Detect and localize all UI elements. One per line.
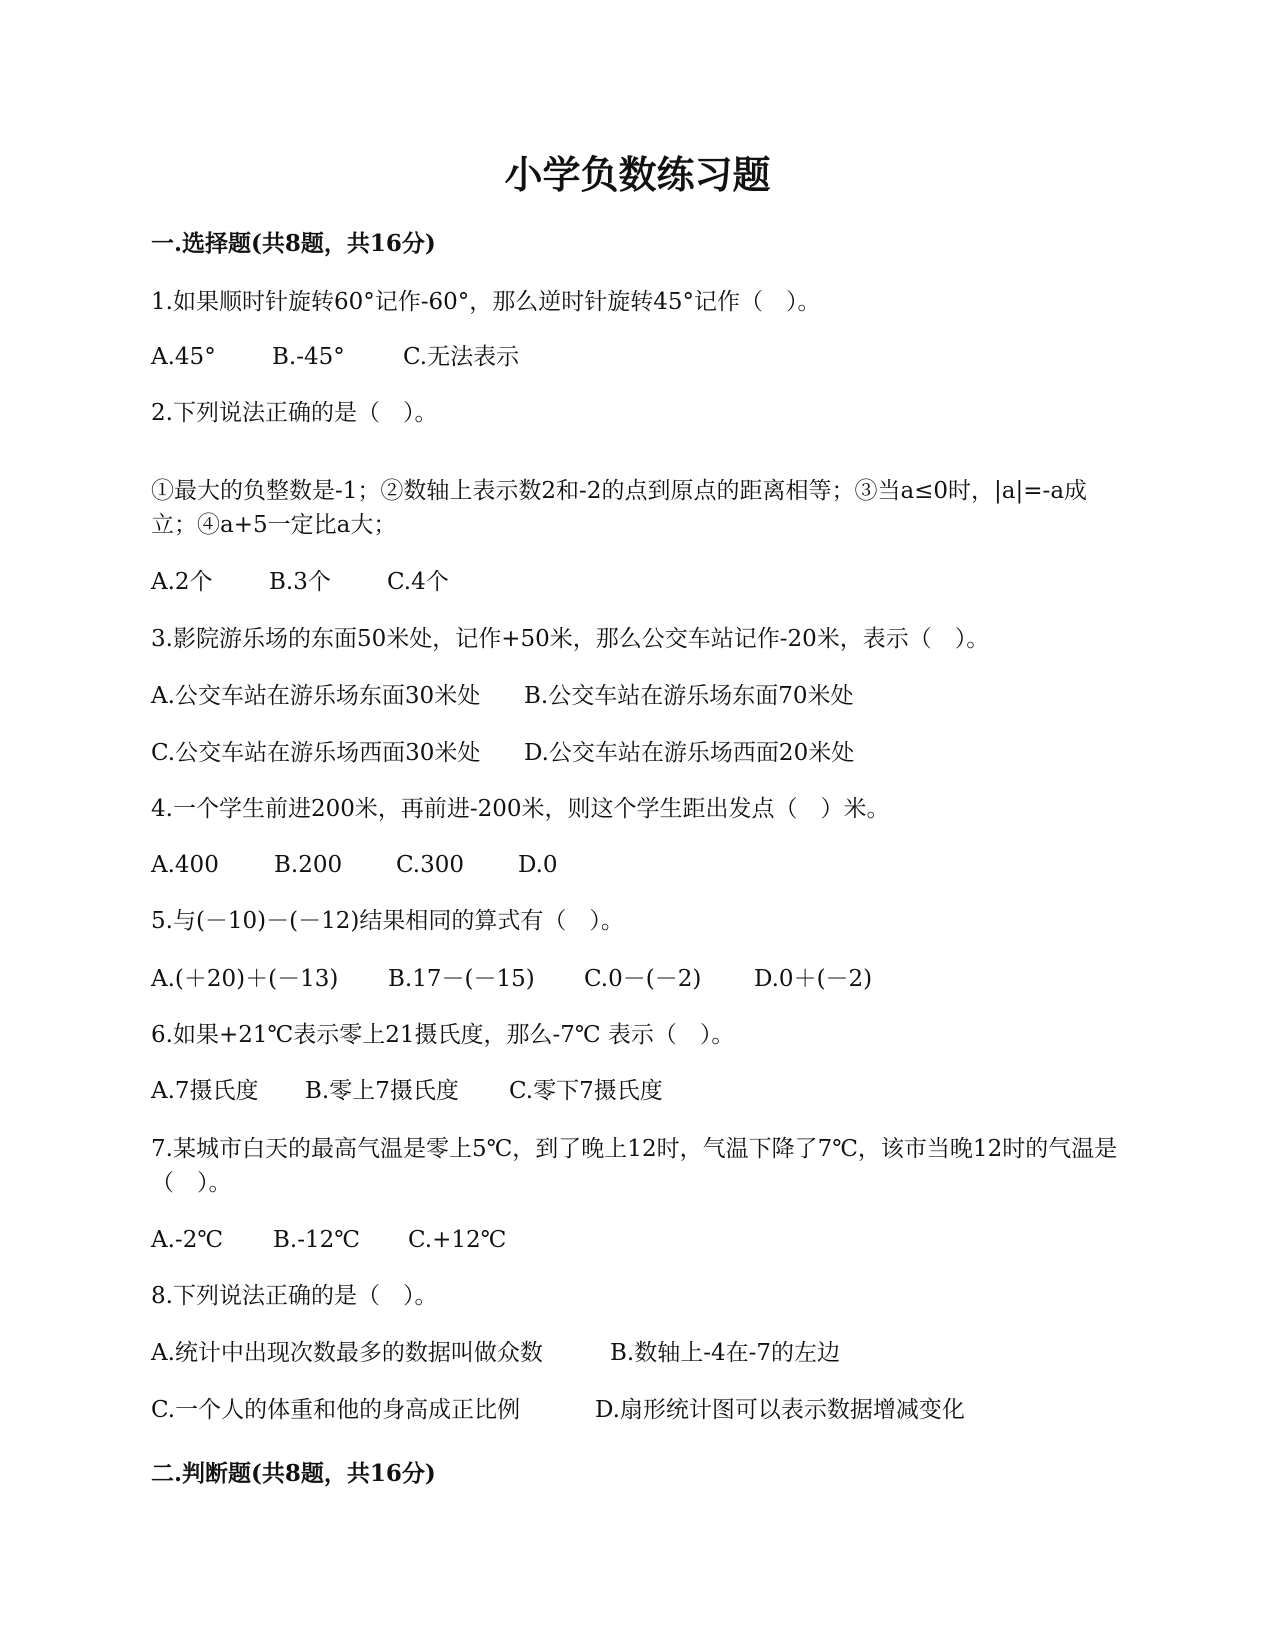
question-6-option-c: C.零下7摄氏度 [509, 1078, 663, 1104]
question-4-option-b: B.200 [274, 852, 343, 878]
question-7-option-a: A.-2℃ [151, 1227, 224, 1253]
question-3-option-d: D.公交车站在游乐场西面20米处 [524, 740, 855, 766]
question-5-option-a: A.(＋20)＋(－13) [151, 966, 339, 992]
question-2-option-b: B.3个 [269, 569, 331, 595]
question-6-stem: 6.如果+21℃表示零上21摄氏度，那么-7℃ 表示（ ）。 [151, 1022, 735, 1048]
question-3-option-a: A.公交车站在游乐场东面30米处 [151, 683, 481, 709]
question-8-stem: 8.下列说法正确的是（ ）。 [151, 1283, 438, 1309]
section-heading-choice: 一.选择题(共8题，共16分) [151, 230, 436, 257]
page-title: 小学负数练习题 [504, 152, 771, 197]
question-2-stem: 2.下列说法正确的是（ ）。 [151, 400, 438, 426]
question-7-option-c: C.+12℃ [408, 1227, 507, 1253]
question-2-option-c: C.4个 [387, 569, 449, 595]
question-6-option-b: B.零上7摄氏度 [305, 1078, 459, 1104]
question-8-option-a: A.统计中出现次数最多的数据叫做众数 [151, 1340, 543, 1366]
question-8-option-c: C.一个人的体重和他的身高成正比例 [151, 1397, 521, 1423]
question-4-option-c: C.300 [396, 852, 464, 878]
question-4-stem: 4.一个学生前进200米，再前进-200米，则这个学生距出发点（ ）米。 [151, 796, 890, 822]
question-5-option-b: B.17－(－15) [388, 966, 535, 992]
question-1-option-a: A.45° [151, 344, 216, 370]
question-8-option-d: D.扇形统计图可以表示数据增减变化 [595, 1397, 965, 1423]
question-5-stem: 5.与(－10)－(－12)结果相同的算式有（ ）。 [151, 908, 624, 934]
section-heading-judgement: 二.判断题(共8题，共16分) [151, 1460, 436, 1487]
question-3-stem: 3.影院游乐场的东面50米处，记作+50米，那么公交车站记作-20米，表示（ ）。 [151, 626, 990, 652]
question-3-option-c: C.公交车站在游乐场西面30米处 [151, 740, 481, 766]
question-1-option-b: B.-45° [272, 344, 345, 370]
question-3-option-b: B.公交车站在游乐场东面70米处 [524, 683, 854, 709]
question-2-statements: ①最大的负整数是-1；②数轴上表示数2和-2的点到原点的距离相等；③当a≤0时，|a|=-a成立；④a+5一定比a大； [151, 478, 1088, 538]
question-5-option-c: C.0－(－2) [584, 966, 702, 992]
question-7-stem: 7.某城市白天的最高气温是零上5℃，到了晚上12时，气温下降了7℃，该市当晚12时的气温是（ ）。 [151, 1136, 1118, 1196]
question-4-option-d: D.0 [518, 852, 558, 878]
question-5-option-d: D.0＋(－2) [754, 966, 873, 992]
question-1-option-c: C.无法表示 [403, 344, 520, 370]
question-1-stem: 1.如果顺时针旋转60°记作-60°，那么逆时针旋转45°记作（ ）。 [151, 289, 821, 315]
question-2-option-a: A.2个 [151, 569, 213, 595]
question-7-option-b: B.-12℃ [273, 1227, 360, 1253]
question-6-option-a: A.7摄氏度 [151, 1078, 259, 1104]
question-8-option-b: B.数轴上-4在-7的左边 [610, 1340, 841, 1366]
question-4-option-a: A.400 [151, 852, 219, 878]
